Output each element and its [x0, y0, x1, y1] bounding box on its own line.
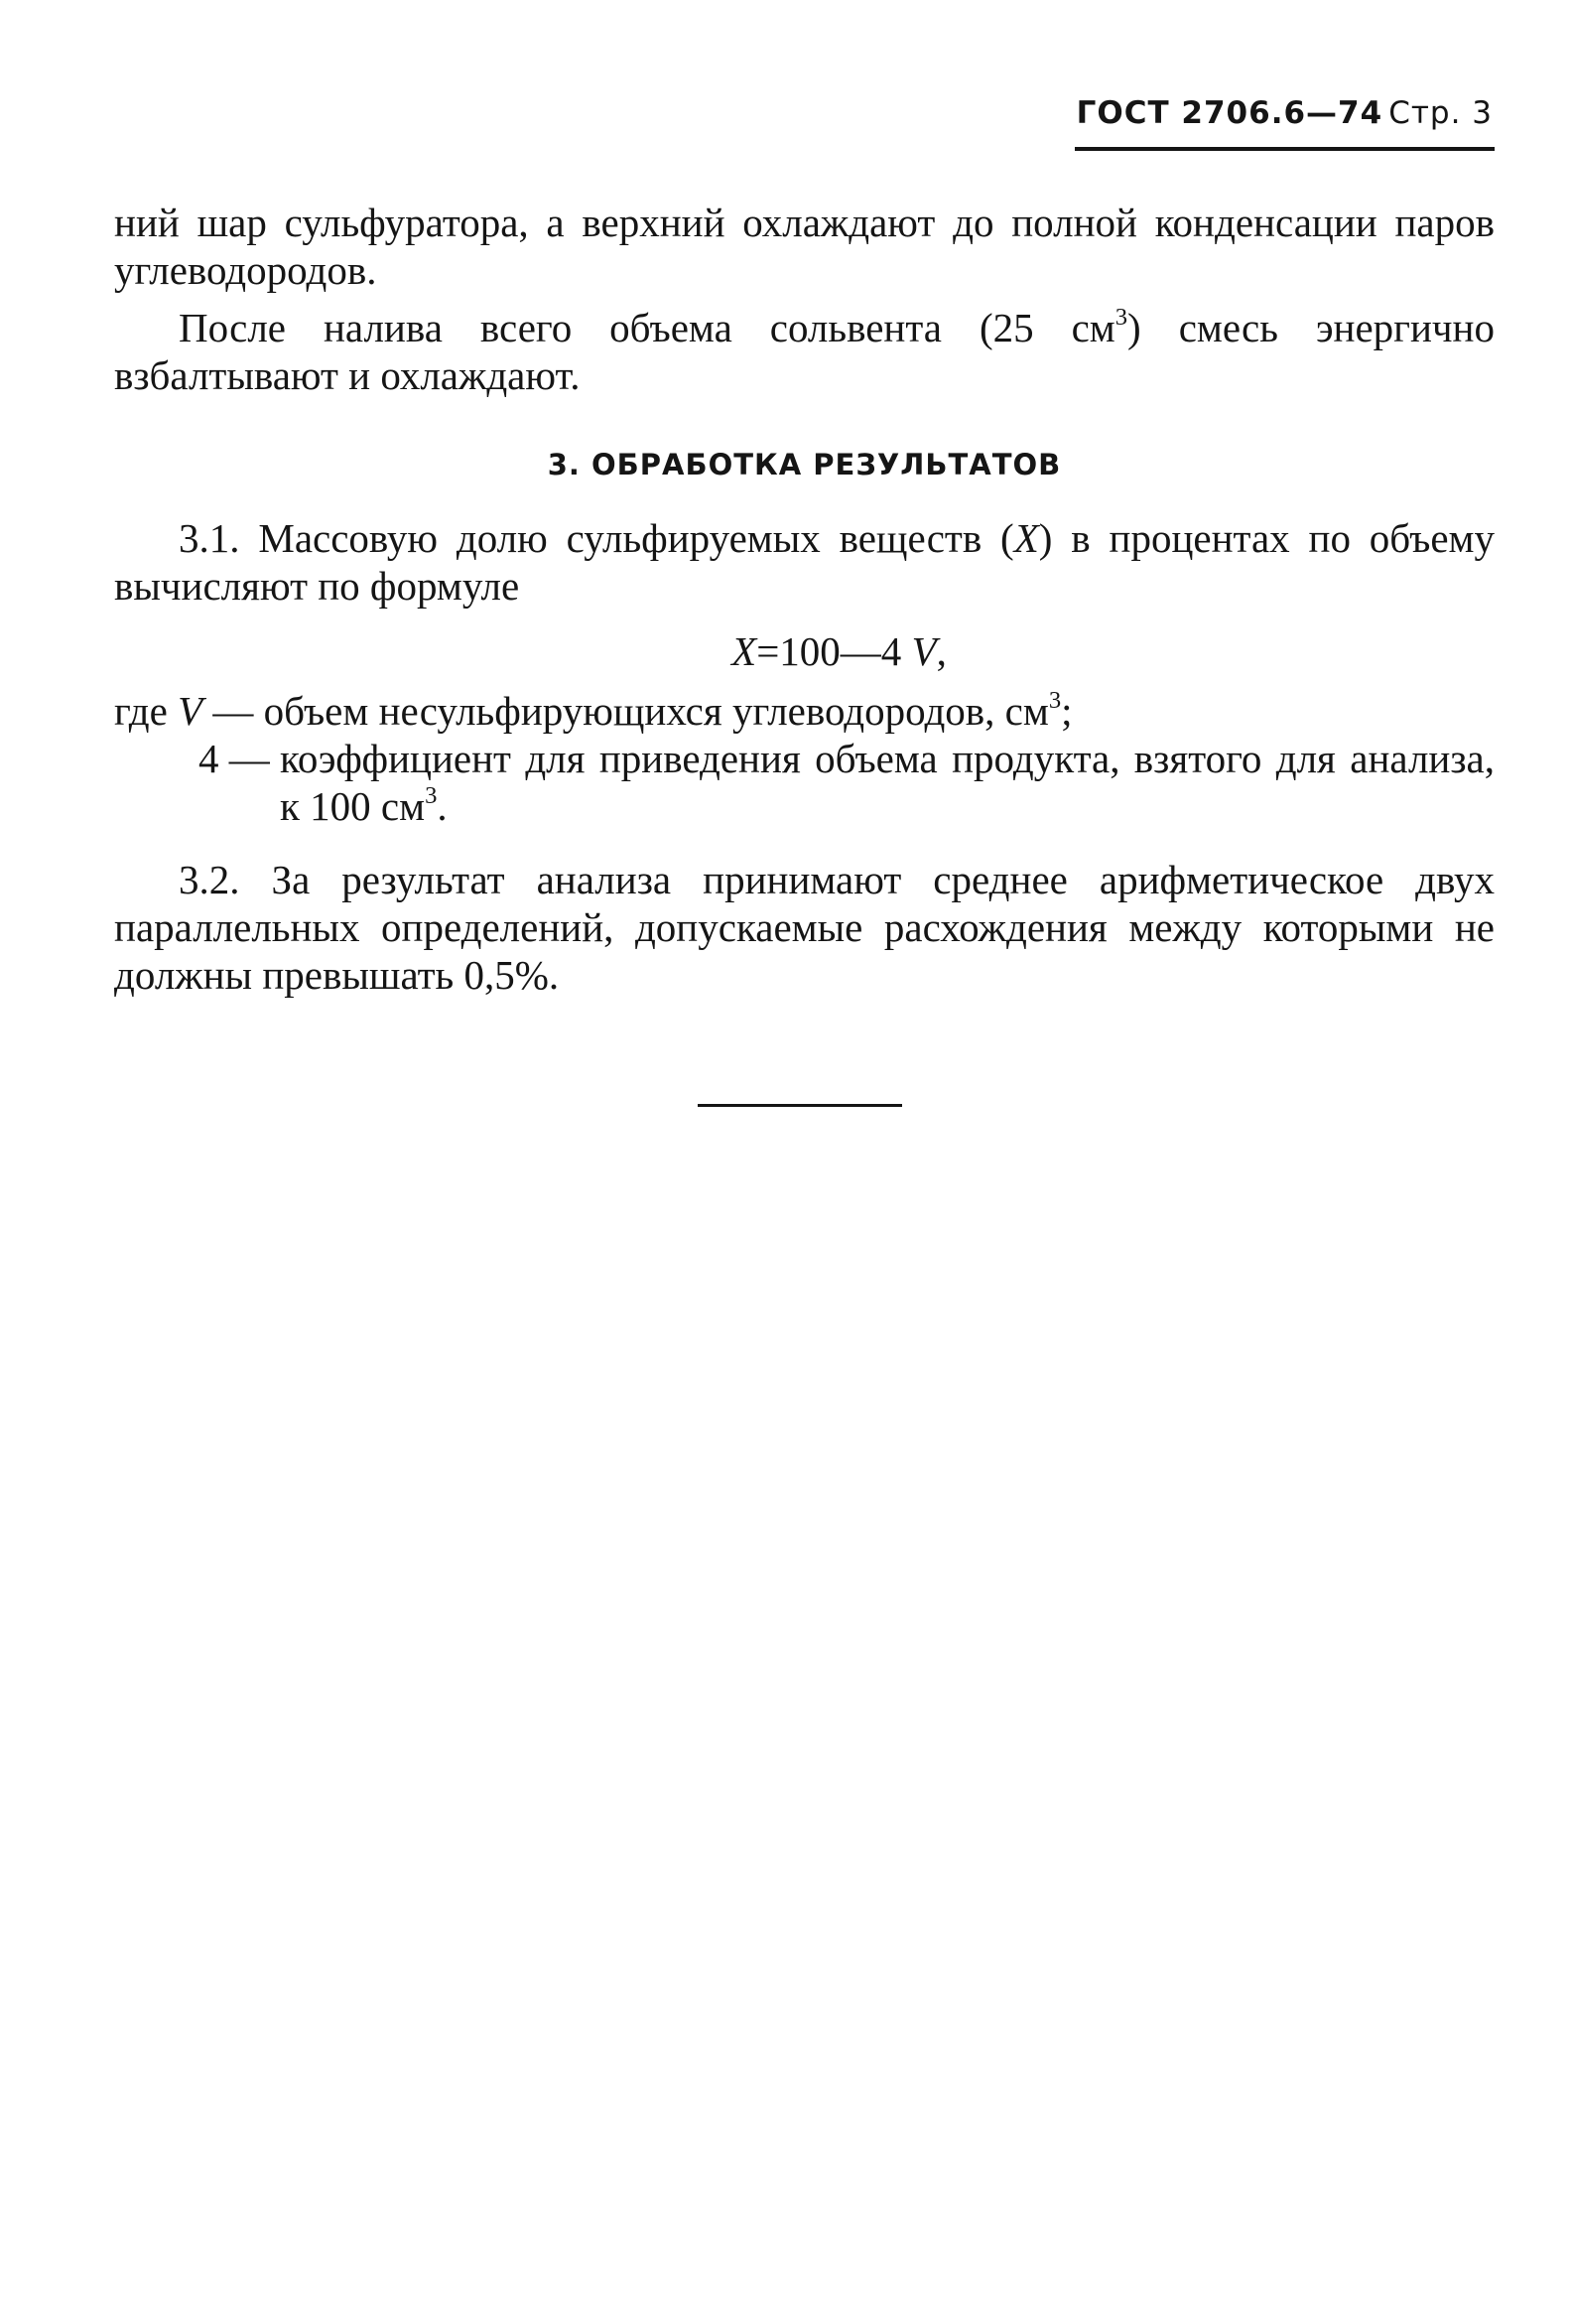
- formula-x: X: [731, 628, 757, 674]
- header-rule: [1075, 147, 1495, 151]
- formula-v: V: [911, 628, 937, 674]
- clause-3-2: 3.2. За результат анализа принимают среднее арифметическое двух параллельных определений, допускаемые расхождения между которыми не должны превышать 0,5%.: [114, 857, 1495, 998]
- legend-dash: —: [202, 688, 264, 734]
- legend-symbol: V: [178, 688, 203, 734]
- superscript: 3: [1048, 687, 1062, 715]
- formula: [114, 627, 1495, 675]
- standard-number: ГОСТ 2706.6—74: [1076, 95, 1383, 131]
- legend-punct: .: [437, 783, 448, 829]
- legend-text: [280, 735, 1495, 830]
- superscript: 3: [1114, 304, 1128, 332]
- formula-legend: [114, 687, 1495, 830]
- continued-paragraph: ний шар сульфуратора, а верхний охлаждают до полной конденсации паров углеводородов.: [114, 200, 1495, 293]
- clause-3-1: [114, 514, 1495, 610]
- legend-item: [114, 735, 1495, 830]
- legend-item: [114, 687, 1495, 735]
- clause-3-1-text-start: 3.1. Массовую долю сульфируемых веществ (: [179, 515, 1014, 561]
- superscript: 3: [425, 782, 438, 810]
- legend-dash: —: [218, 736, 280, 781]
- legend-label: [114, 687, 264, 735]
- legend-description: коэффициент для приведения объема продукта, взятого для анализа, к 100 см: [280, 736, 1495, 829]
- legend-symbol: 4: [198, 736, 219, 781]
- legend-description: объем несульфирующихся углеводородов, см: [263, 688, 1049, 734]
- solvent-text-end: ) смесь энергично взбалтывают и охлаждают.: [114, 305, 1495, 398]
- formula-comma: ,: [936, 628, 947, 674]
- formula-expression: =100—4: [756, 628, 912, 674]
- page-header: [1077, 95, 1493, 131]
- legend-label: [198, 735, 280, 782]
- variable-x: X: [1013, 515, 1039, 561]
- page-number: Стр. 3: [1388, 95, 1493, 131]
- document-body: [114, 199, 1495, 999]
- section-heading: 3. ОБРАБОТКА РЕЗУЛЬТАТОВ: [547, 448, 1062, 481]
- legend-punct: ;: [1061, 688, 1073, 734]
- clause-3-1-text-end: ) в процентах по объему вычисляют по формуле: [114, 515, 1495, 609]
- solvent-paragraph: [114, 304, 1495, 399]
- end-rule: [698, 1104, 902, 1107]
- solvent-text-start: После налива всего объема сольвента (25 см: [179, 305, 1115, 350]
- legend-text: [264, 687, 1495, 735]
- legend-prefix: где: [114, 688, 179, 734]
